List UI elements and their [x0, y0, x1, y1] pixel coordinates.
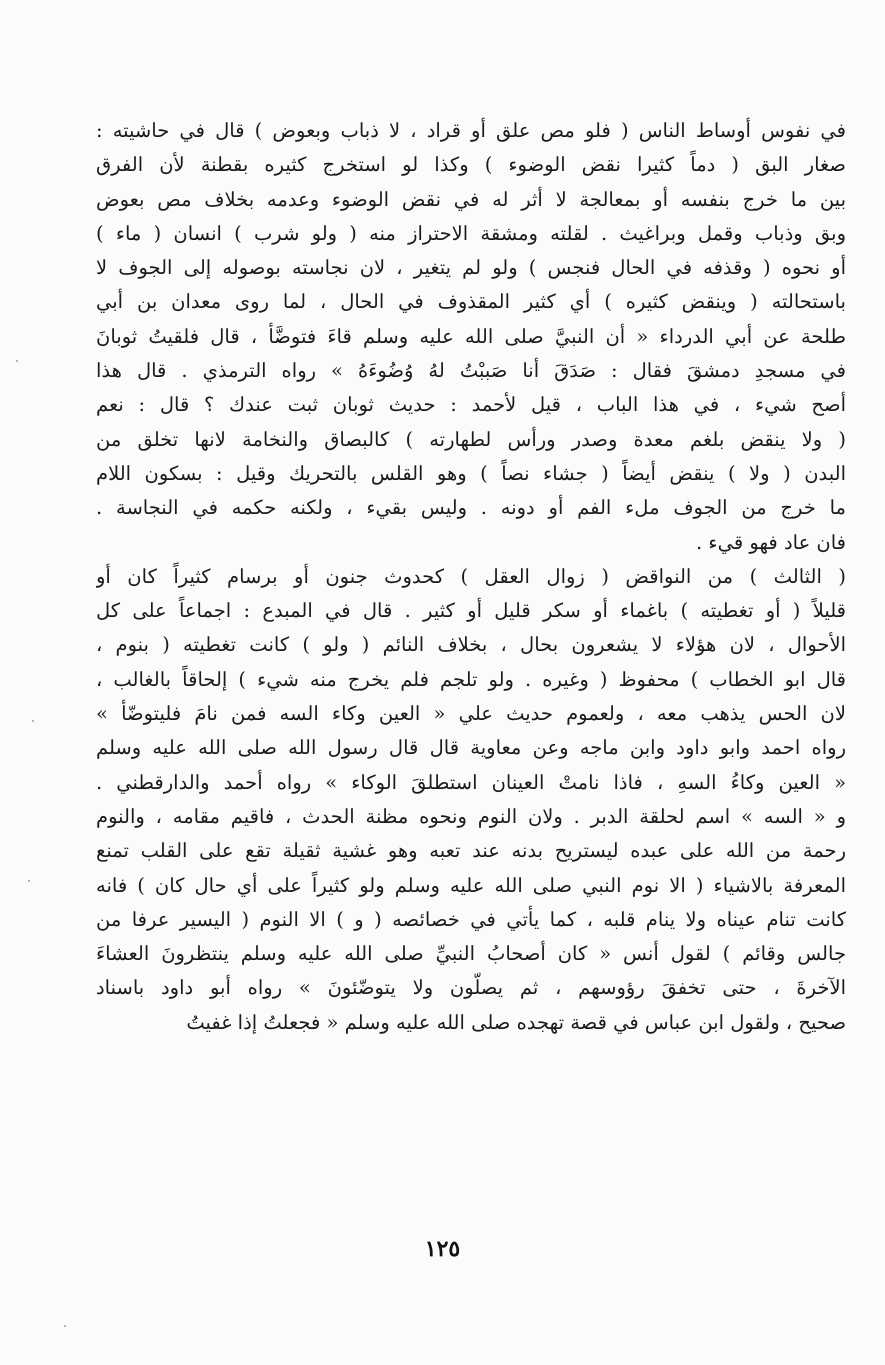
- text-line: فان عاد فهو قيء .: [696, 530, 846, 554]
- text-line: الأحوال ، لان هؤلاء لا يشعرون بحال ، بخلاف النائم ( ولو ) كانت تغطيته ( بنوم ،: [96, 633, 846, 657]
- text-line: الآخرةَ ، حتى تخفقَ رؤوسهم ، ثم يصلّون ولا يتوضّئونَ » رواه أبو داود باسناد: [96, 976, 846, 1000]
- text-line: صحيح ، ولقول ابن عباس في قصة تهجده صلى الله عليه وسلم « فجعلتُ إذا غفيتُ: [186, 1010, 846, 1034]
- page-number: ١٢٥: [424, 1236, 461, 1262]
- scan-speck: [16, 360, 18, 362]
- text-line: المعرفة بالاشياء ( الا نوم النبي صلى الله عليه وسلم ولو كثيراً على أي حال كان ) فانه: [96, 873, 846, 897]
- text-line: أصح شيء ، في هذا الباب ، قيل لأحمد : حديث ثوبان ثبت عندك ؟ قال : نعم: [96, 393, 846, 417]
- text-line: ما خرج من الجوف ملء الفم أو دونه . وليس بقيء ، ولكنه حكمه في النجاسة .: [96, 496, 846, 520]
- text-line: « العين وكاءُ السهِ ، فاذا نامتْ العينان استطلقَ الوكاء » رواه أحمد والدارقطني .: [96, 770, 846, 794]
- text-line: جالس وقائم ) لقول أنس « كان أصحابُ النبيِّ صلى الله عليه وسلم ينتظرونَ العشاءَ: [96, 942, 846, 966]
- text-line: رحمة من الله على عبده ليستريح بدنه عند تعبه وهو غشية ثقيلة تقع على القلب تمنع: [96, 839, 846, 863]
- scan-speck: [28, 880, 30, 882]
- text-line: في مسجدِ دمشقَ فقال : صَدَقَ أنا صَببْتُ لهُ وُضُوءَهُ » رواه الترمذي . قال هذا: [96, 359, 846, 383]
- text-line: في نفوس أوساط الناس ( فلو مص علق أو قراد ، لا ذباب وبعوض ) قال في حاشيته :: [96, 119, 846, 142]
- text-line: أو نحوه ( وقذفه في الحال فنجس ) ولو لم يتغير ، لان نجاسته بوصوله إلى الجوف لا: [96, 256, 846, 280]
- scan-speck: [64, 1325, 66, 1327]
- text-line: قال ابو الخطاب ) محفوظ ( وغيره . ولو تلجم فلم يخرج منه شيء ) إلحاقاً بالغالب ،: [96, 667, 846, 691]
- text-line: صغار البق ( دماً كثيرا نقض الوضوء ) وكذا لو استخرج كثيره بقطنة لأن الفرق: [96, 153, 846, 177]
- text-line: ( الثالث ) من النواقض ( زوال العقل ) كحدوث جنون أو برسام كثيراً كان أو: [96, 564, 846, 588]
- text-line: رواه احمد وابو داود وابن ماجه وعن معاوية قال قال رسول الله صلى الله عليه وسلم: [96, 736, 846, 760]
- text-line: لان الحس يذهب معه ، ولعموم حديث علي « العين وكاء السه فمن نامَ فليتوضّأ »: [96, 702, 846, 726]
- text-line: بين ما خرج بنفسه أو بمعالجة لا أثر له في نقض الوضوء وعدمه بخلاف مص بعوض: [96, 187, 846, 211]
- body-text: [96, 114, 846, 1040]
- text-line: ( ولا ينقض بلغم معدة وصدر ورأس لطهارته ) كالبصاق والنخامة لانها تخلق من: [96, 427, 846, 451]
- scan-speck: [32, 720, 34, 722]
- text-line: و « السه » اسم لحلقة الدبر . ولان النوم ونحوه مظنة الحدث ، فاقيم مقامه ، والنوم: [96, 804, 846, 828]
- text-line: باستحالته ( وينقض كثيره ) أي كثير المقذوف في الحال ، لما روى معدان بن أبي: [96, 290, 846, 314]
- text-line: البدن ( ولا ) ينقض أيضاً ( جشاء نصاً ) وهو القلس بالتحريك وقيل : بسكون اللام: [96, 461, 846, 485]
- text-line: وبق وذباب وقمل وبراغيث . لقلته ومشقة الاحتراز منه ( ولو شرب ) انسان ( ماء ): [96, 221, 846, 245]
- text-line: طلحة عن أبي الدرداء « أن النبيَّ صلى الله عليه وسلم قاءَ فتوضَّأ ، قال فلقيتُ ثوبانَ: [96, 324, 846, 348]
- text-line: كانت تنام عيناه ولا ينام قلبه ، كما يأتي في خصائصه ( و ) الا النوم ( اليسير عرفا من: [96, 907, 846, 931]
- text-line: قليلاً ( أو تغطيته ) باغماء أو سكر قليل أو كثير . قال في المبدع : اجماعاً على كل: [96, 599, 846, 623]
